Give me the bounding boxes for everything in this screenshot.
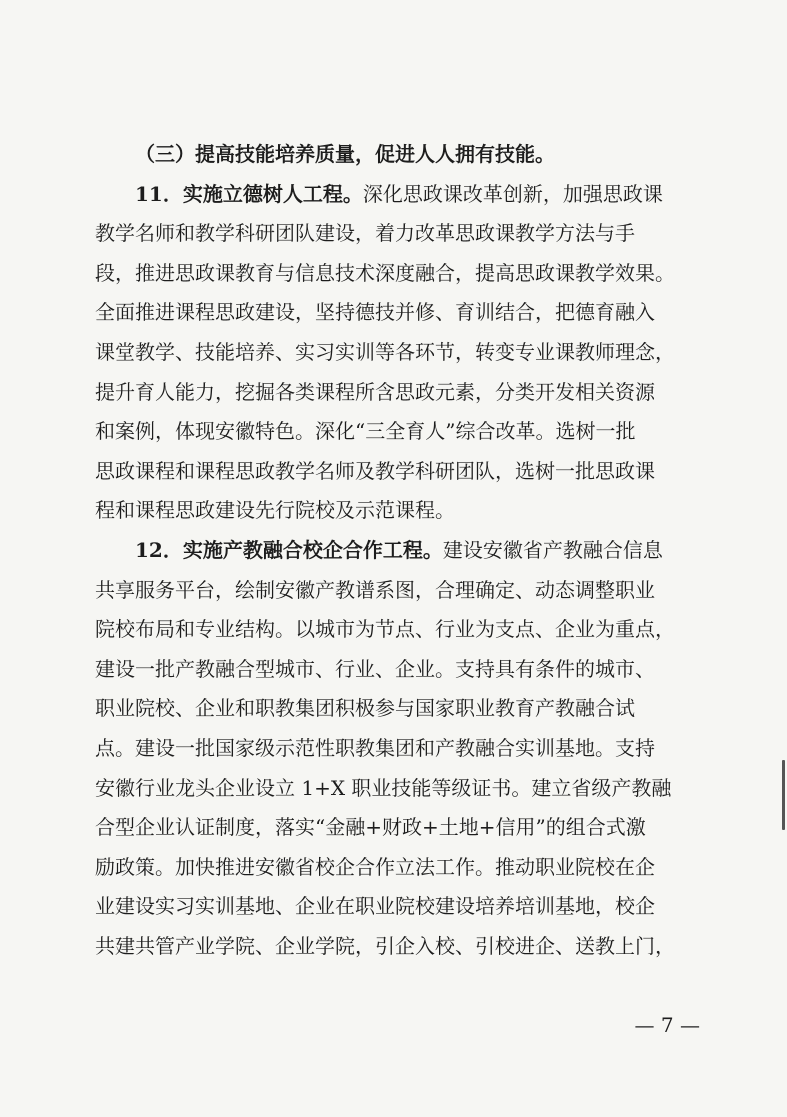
paragraph-12-line-4: 建设一批产教融合型城市、行业、企业。支持具有条件的城市、 xyxy=(95,656,655,681)
paragraph-12-line-1 xyxy=(95,531,700,571)
paragraph-12-line-2: 共享服务平台，绘制安徽产教谱系图，合理确定、动态调整职业 xyxy=(95,577,655,602)
page-number: — 7 — xyxy=(634,1013,700,1037)
paragraph-12-line-9: 励政策。加快推进安徽省校企合作立法工作。推动职业院校在企 xyxy=(95,854,655,879)
paragraph-12-line-10: 业建设实习实训基地、企业在职业院校建设培养培训基地，校企 xyxy=(95,894,655,919)
scan-edge-mark xyxy=(782,760,785,830)
paragraph-12-line-11: 共建共管产业学院、企业学院，引企入校、引校进企、送教上门， xyxy=(95,933,675,958)
paragraph-12-line-7: 安徽行业龙头企业设立 1+X 职业技能等级证书。建立省级产教融 xyxy=(95,775,672,800)
paragraph-11-line-6: 提升育人能力，挖掘各类课程所含思政元素，分类开发相关资源 xyxy=(95,379,655,404)
body-text xyxy=(95,135,700,966)
paragraph-12-line-8: 合型企业认证制度，落实“金融+财政+土地+信用”的组合式激 xyxy=(95,815,646,840)
paragraph-12-title: 12．实施产教融合校企合作工程。 xyxy=(135,537,443,562)
section-heading: （三）提高技能培养质量，促进人人拥有技能。 xyxy=(135,142,555,166)
paragraph-11-line-7: 和案例，体现安徽特色。深化“三全育人”综合改革。选树一批 xyxy=(95,419,636,444)
paragraph-11-line-3: 段，推进思政课教育与信息技术深度融合，提高思政课教学效果。 xyxy=(95,260,675,285)
paragraph-11-line-8: 思政课程和课程思政教学名师及教学科研团队，选树一批思政课 xyxy=(95,458,655,483)
paragraph-11-line-1 xyxy=(95,175,700,215)
paragraph-12-line-5: 职业院校、企业和职教集团积极参与国家职业教育产教融合试 xyxy=(95,696,635,721)
paragraph-11-title: 11．实施立德树人工程。 xyxy=(135,181,363,206)
paragraph-12-line-6: 点。建设一批国家级示范性职教集团和产教融合实训基地。支持 xyxy=(95,735,655,760)
paragraph-11-line-4: 全面推进课程思政建设，坚持德技并修、育训结合，把德育融入 xyxy=(95,300,655,325)
paragraph-11-line-2: 教学名师和教学科研团队建设，着力改革思政课教学方法与手 xyxy=(95,221,635,246)
paragraph-11-text: 深化思政课改革创新，加强思政课 xyxy=(362,181,663,206)
paragraph-12-text: 建设安徽省产教融合信息 xyxy=(442,537,663,562)
paragraph-11-line-5: 课堂教学、技能培养、实习实训等各环节，转变专业课教师理念， xyxy=(95,339,675,364)
paragraph-11-line-9: 程和课程思政建设先行院校及示范课程。 xyxy=(95,498,455,523)
paragraph-12-line-3: 院校布局和专业结构。以城市为节点、行业为支点、企业为重点， xyxy=(95,617,675,642)
